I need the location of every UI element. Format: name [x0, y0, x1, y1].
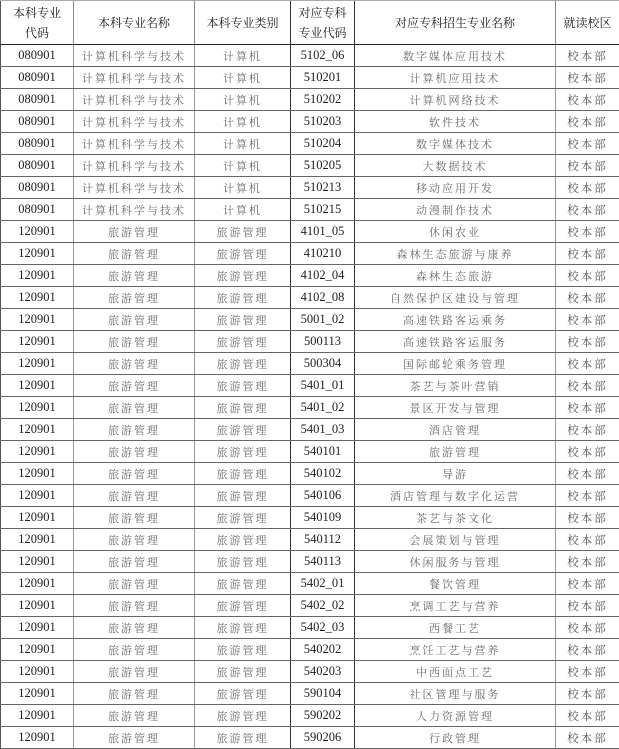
undergrad-code-cell: 120901: [1, 463, 74, 485]
undergrad-code-cell: 120901: [1, 287, 74, 309]
header-junior-code-line1: 对应专科: [291, 3, 354, 23]
header-undergrad-code-line1: 本科专业: [1, 3, 73, 23]
campus-cell: 校本部: [556, 375, 619, 397]
table-row: [1, 287, 619, 309]
junior-name-cell: 移动应用开发: [355, 177, 556, 199]
table-row: [1, 705, 619, 727]
undergrad-code-cell: 120901: [1, 375, 74, 397]
junior-code-cell: 5402_03: [291, 617, 355, 639]
undergrad-code-cell: 120901: [1, 265, 74, 287]
campus-cell: 校本部: [556, 661, 619, 683]
junior-code-cell: 5001_02: [291, 309, 355, 331]
undergrad-name-cell: 旅游管理: [74, 617, 195, 639]
junior-name-cell: 数字媒体应用技术: [355, 45, 556, 67]
table-row: [1, 661, 619, 683]
undergrad-category-cell: 旅游管理: [195, 441, 291, 463]
junior-name-cell: 旅游管理: [355, 441, 556, 463]
junior-code-cell: 540203: [291, 661, 355, 683]
table-row: [1, 155, 619, 177]
undergrad-code-cell: 120901: [1, 221, 74, 243]
table-row: [1, 507, 619, 529]
campus-cell: 校本部: [556, 155, 619, 177]
junior-code-cell: 540101: [291, 441, 355, 463]
campus-cell: 校本部: [556, 463, 619, 485]
undergrad-code-cell: 080901: [1, 199, 74, 221]
campus-cell: 校本部: [556, 67, 619, 89]
undergrad-code-cell: 120901: [1, 507, 74, 529]
junior-code-cell: 590202: [291, 705, 355, 727]
undergrad-name-cell: 旅游管理: [74, 419, 195, 441]
junior-code-cell: 4102_04: [291, 265, 355, 287]
junior-name-cell: 中西面点工艺: [355, 661, 556, 683]
header-junior-code-line2: 专业代码: [291, 23, 354, 43]
junior-name-cell: 茶艺与茶文化: [355, 507, 556, 529]
junior-code-cell: 510213: [291, 177, 355, 199]
undergrad-category-cell: 计算机: [195, 199, 291, 221]
junior-name-cell: 自然保护区建设与管理: [355, 287, 556, 309]
table-row: [1, 111, 619, 133]
undergrad-name-cell: 旅游管理: [74, 463, 195, 485]
undergrad-category-cell: 计算机: [195, 89, 291, 111]
undergrad-category-cell: 旅游管理: [195, 551, 291, 573]
junior-name-cell: 高速铁路客运服务: [355, 331, 556, 353]
junior-code-cell: 540202: [291, 639, 355, 661]
undergrad-category-cell: 旅游管理: [195, 529, 291, 551]
header-row: [1, 1, 619, 45]
undergrad-name-cell: 计算机科学与技术: [74, 199, 195, 221]
junior-code-cell: 500304: [291, 353, 355, 375]
undergrad-category-cell: 旅游管理: [195, 397, 291, 419]
junior-name-cell: 人力资源管理: [355, 705, 556, 727]
junior-code-cell: 510201: [291, 67, 355, 89]
header-undergrad-code-line2: 代码: [1, 23, 73, 43]
table-row: [1, 177, 619, 199]
junior-name-cell: 会展策划与管理: [355, 529, 556, 551]
junior-code-cell: 5102_06: [291, 45, 355, 67]
campus-cell: 校本部: [556, 265, 619, 287]
undergrad-name-cell: 计算机科学与技术: [74, 67, 195, 89]
junior-name-cell: 酒店管理与数字化运营: [355, 485, 556, 507]
junior-code-cell: 540106: [291, 485, 355, 507]
undergrad-name-cell: 旅游管理: [74, 375, 195, 397]
undergrad-category-cell: 旅游管理: [195, 353, 291, 375]
table-row: [1, 309, 619, 331]
junior-code-cell: 510215: [291, 199, 355, 221]
undergrad-name-cell: 旅游管理: [74, 639, 195, 661]
junior-code-cell: 540113: [291, 551, 355, 573]
undergrad-name-cell: 计算机科学与技术: [74, 155, 195, 177]
table-row: [1, 375, 619, 397]
undergrad-name-cell: 旅游管理: [74, 529, 195, 551]
table-row: [1, 133, 619, 155]
undergrad-category-cell: 旅游管理: [195, 507, 291, 529]
undergrad-name-cell: 旅游管理: [74, 287, 195, 309]
campus-cell: 校本部: [556, 397, 619, 419]
undergrad-code-cell: 080901: [1, 177, 74, 199]
campus-cell: 校本部: [556, 551, 619, 573]
table-body: [1, 45, 619, 749]
undergrad-name-cell: 旅游管理: [74, 397, 195, 419]
table-row: [1, 529, 619, 551]
junior-code-cell: 510204: [291, 133, 355, 155]
table-row: [1, 221, 619, 243]
table-row: [1, 485, 619, 507]
undergrad-category-cell: 旅游管理: [195, 683, 291, 705]
undergrad-code-cell: 120901: [1, 529, 74, 551]
campus-cell: 校本部: [556, 177, 619, 199]
campus-cell: 校本部: [556, 287, 619, 309]
junior-name-cell: 森林生态旅游与康养: [355, 243, 556, 265]
campus-cell: 校本部: [556, 331, 619, 353]
junior-name-cell: 休闲服务与管理: [355, 551, 556, 573]
header-junior-code: [291, 1, 355, 45]
campus-cell: 校本部: [556, 485, 619, 507]
undergrad-category-cell: 旅游管理: [195, 595, 291, 617]
campus-cell: 校本部: [556, 419, 619, 441]
undergrad-name-cell: 旅游管理: [74, 573, 195, 595]
campus-cell: 校本部: [556, 683, 619, 705]
undergrad-name-cell: 计算机科学与技术: [74, 45, 195, 67]
junior-name-cell: 休闲农业: [355, 221, 556, 243]
campus-cell: 校本部: [556, 573, 619, 595]
undergrad-category-cell: 旅游管理: [195, 463, 291, 485]
table-row: [1, 595, 619, 617]
undergrad-code-cell: 120901: [1, 441, 74, 463]
junior-name-cell: 软件技术: [355, 111, 556, 133]
junior-name-cell: 西餐工艺: [355, 617, 556, 639]
undergrad-category-cell: 旅游管理: [195, 661, 291, 683]
campus-cell: 校本部: [556, 309, 619, 331]
undergrad-code-cell: 120901: [1, 683, 74, 705]
junior-code-cell: 510205: [291, 155, 355, 177]
junior-code-cell: 5402_02: [291, 595, 355, 617]
junior-code-cell: 4101_05: [291, 221, 355, 243]
undergrad-code-cell: 080901: [1, 155, 74, 177]
undergrad-category-cell: 旅游管理: [195, 639, 291, 661]
junior-name-cell: 导游: [355, 463, 556, 485]
undergrad-code-cell: 120901: [1, 727, 74, 749]
undergrad-code-cell: 120901: [1, 617, 74, 639]
undergrad-name-cell: 旅游管理: [74, 551, 195, 573]
undergrad-code-cell: 080901: [1, 111, 74, 133]
undergrad-name-cell: 旅游管理: [74, 683, 195, 705]
undergrad-code-cell: 120901: [1, 397, 74, 419]
table-row: [1, 639, 619, 661]
undergrad-name-cell: 旅游管理: [74, 221, 195, 243]
undergrad-name-cell: 旅游管理: [74, 265, 195, 287]
undergrad-code-cell: 120901: [1, 243, 74, 265]
undergrad-code-cell: 080901: [1, 45, 74, 67]
undergrad-name-cell: 旅游管理: [74, 243, 195, 265]
campus-cell: 校本部: [556, 529, 619, 551]
junior-code-cell: 5401_02: [291, 397, 355, 419]
junior-name-cell: 大数据技术: [355, 155, 556, 177]
junior-code-cell: 540112: [291, 529, 355, 551]
junior-name-cell: 国际邮轮乘务管理: [355, 353, 556, 375]
campus-cell: 校本部: [556, 111, 619, 133]
undergrad-name-cell: 旅游管理: [74, 331, 195, 353]
undergrad-name-cell: 旅游管理: [74, 705, 195, 727]
undergrad-code-cell: 120901: [1, 419, 74, 441]
undergrad-name-cell: 计算机科学与技术: [74, 177, 195, 199]
undergrad-category-cell: 旅游管理: [195, 221, 291, 243]
junior-name-cell: 烹调工艺与营养: [355, 595, 556, 617]
header-undergrad-category: 本科专业类别: [195, 1, 291, 45]
junior-name-cell: 社区管理与服务: [355, 683, 556, 705]
table-row: [1, 419, 619, 441]
junior-name-cell: 餐饮管理: [355, 573, 556, 595]
campus-cell: 校本部: [556, 89, 619, 111]
undergrad-code-cell: 120901: [1, 595, 74, 617]
undergrad-category-cell: 计算机: [195, 67, 291, 89]
header-junior-name: 对应专科招生专业名称: [355, 1, 556, 45]
junior-code-cell: 540102: [291, 463, 355, 485]
undergrad-code-cell: 080901: [1, 89, 74, 111]
undergrad-category-cell: 旅游管理: [195, 243, 291, 265]
table-row: [1, 265, 619, 287]
junior-code-cell: 510203: [291, 111, 355, 133]
header-undergrad-name: 本科专业名称: [74, 1, 195, 45]
undergrad-name-cell: 旅游管理: [74, 353, 195, 375]
undergrad-name-cell: 计算机科学与技术: [74, 89, 195, 111]
undergrad-code-cell: 080901: [1, 67, 74, 89]
undergrad-code-cell: 120901: [1, 705, 74, 727]
undergrad-category-cell: 旅游管理: [195, 617, 291, 639]
undergrad-category-cell: 旅游管理: [195, 309, 291, 331]
undergrad-code-cell: 080901: [1, 133, 74, 155]
undergrad-name-cell: 旅游管理: [74, 661, 195, 683]
junior-name-cell: 酒店管理: [355, 419, 556, 441]
undergrad-code-cell: 120901: [1, 353, 74, 375]
campus-cell: 校本部: [556, 221, 619, 243]
undergrad-name-cell: 旅游管理: [74, 485, 195, 507]
table-row: [1, 397, 619, 419]
table-row: [1, 199, 619, 221]
junior-name-cell: 茶艺与茶叶营销: [355, 375, 556, 397]
undergrad-category-cell: 旅游管理: [195, 375, 291, 397]
undergrad-category-cell: 旅游管理: [195, 573, 291, 595]
table-row: [1, 727, 619, 749]
junior-name-cell: 高速铁路客运乘务: [355, 309, 556, 331]
junior-code-cell: 590104: [291, 683, 355, 705]
junior-name-cell: 动漫制作技术: [355, 199, 556, 221]
junior-name-cell: 森林生态旅游: [355, 265, 556, 287]
undergrad-name-cell: 旅游管理: [74, 507, 195, 529]
table-row: [1, 683, 619, 705]
table-row: [1, 441, 619, 463]
table-row: [1, 89, 619, 111]
campus-cell: 校本部: [556, 353, 619, 375]
undergrad-category-cell: 计算机: [195, 155, 291, 177]
table-row: [1, 331, 619, 353]
table-row: [1, 67, 619, 89]
campus-cell: 校本部: [556, 133, 619, 155]
undergrad-name-cell: 计算机科学与技术: [74, 133, 195, 155]
undergrad-code-cell: 120901: [1, 661, 74, 683]
campus-cell: 校本部: [556, 199, 619, 221]
junior-code-cell: 5401_03: [291, 419, 355, 441]
undergrad-category-cell: 旅游管理: [195, 705, 291, 727]
campus-cell: 校本部: [556, 243, 619, 265]
junior-name-cell: 行政管理: [355, 727, 556, 749]
undergrad-category-cell: 计算机: [195, 177, 291, 199]
undergrad-category-cell: 旅游管理: [195, 265, 291, 287]
campus-cell: 校本部: [556, 595, 619, 617]
junior-name-cell: 计算机网络技术: [355, 89, 556, 111]
junior-code-cell: 5402_01: [291, 573, 355, 595]
undergrad-category-cell: 旅游管理: [195, 331, 291, 353]
undergrad-code-cell: 120901: [1, 551, 74, 573]
table-row: [1, 463, 619, 485]
header-undergrad-code: [1, 1, 74, 45]
table-row: [1, 617, 619, 639]
junior-code-cell: 500113: [291, 331, 355, 353]
undergrad-category-cell: 计算机: [195, 133, 291, 155]
undergrad-category-cell: 旅游管理: [195, 419, 291, 441]
junior-code-cell: 510202: [291, 89, 355, 111]
campus-cell: 校本部: [556, 639, 619, 661]
undergrad-name-cell: 计算机科学与技术: [74, 111, 195, 133]
campus-cell: 校本部: [556, 705, 619, 727]
undergrad-name-cell: 旅游管理: [74, 727, 195, 749]
junior-name-cell: 数字媒体技术: [355, 133, 556, 155]
undergrad-code-cell: 120901: [1, 331, 74, 353]
campus-cell: 校本部: [556, 45, 619, 67]
undergrad-category-cell: 旅游管理: [195, 485, 291, 507]
table-row: [1, 353, 619, 375]
campus-cell: 校本部: [556, 507, 619, 529]
header-campus: 就读校区: [556, 1, 619, 45]
junior-name-cell: 烹饪工艺与营养: [355, 639, 556, 661]
undergrad-name-cell: 旅游管理: [74, 595, 195, 617]
undergrad-name-cell: 旅游管理: [74, 441, 195, 463]
junior-name-cell: 景区开发与管理: [355, 397, 556, 419]
table-row: [1, 551, 619, 573]
junior-code-cell: 410210: [291, 243, 355, 265]
campus-cell: 校本部: [556, 617, 619, 639]
undergrad-code-cell: 120901: [1, 639, 74, 661]
table-row: [1, 573, 619, 595]
campus-cell: 校本部: [556, 727, 619, 749]
undergrad-code-cell: 120901: [1, 573, 74, 595]
junior-code-cell: 540109: [291, 507, 355, 529]
undergrad-category-cell: 计算机: [195, 45, 291, 67]
junior-name-cell: 计算机应用技术: [355, 67, 556, 89]
table-row: [1, 243, 619, 265]
campus-cell: 校本部: [556, 441, 619, 463]
junior-code-cell: 4102_08: [291, 287, 355, 309]
undergrad-code-cell: 120901: [1, 309, 74, 331]
undergrad-name-cell: 旅游管理: [74, 309, 195, 331]
undergrad-code-cell: 120901: [1, 485, 74, 507]
junior-code-cell: 5401_01: [291, 375, 355, 397]
table-row: [1, 45, 619, 67]
undergrad-category-cell: 旅游管理: [195, 287, 291, 309]
junior-code-cell: 590206: [291, 727, 355, 749]
undergrad-category-cell: 旅游管理: [195, 727, 291, 749]
undergrad-category-cell: 计算机: [195, 111, 291, 133]
